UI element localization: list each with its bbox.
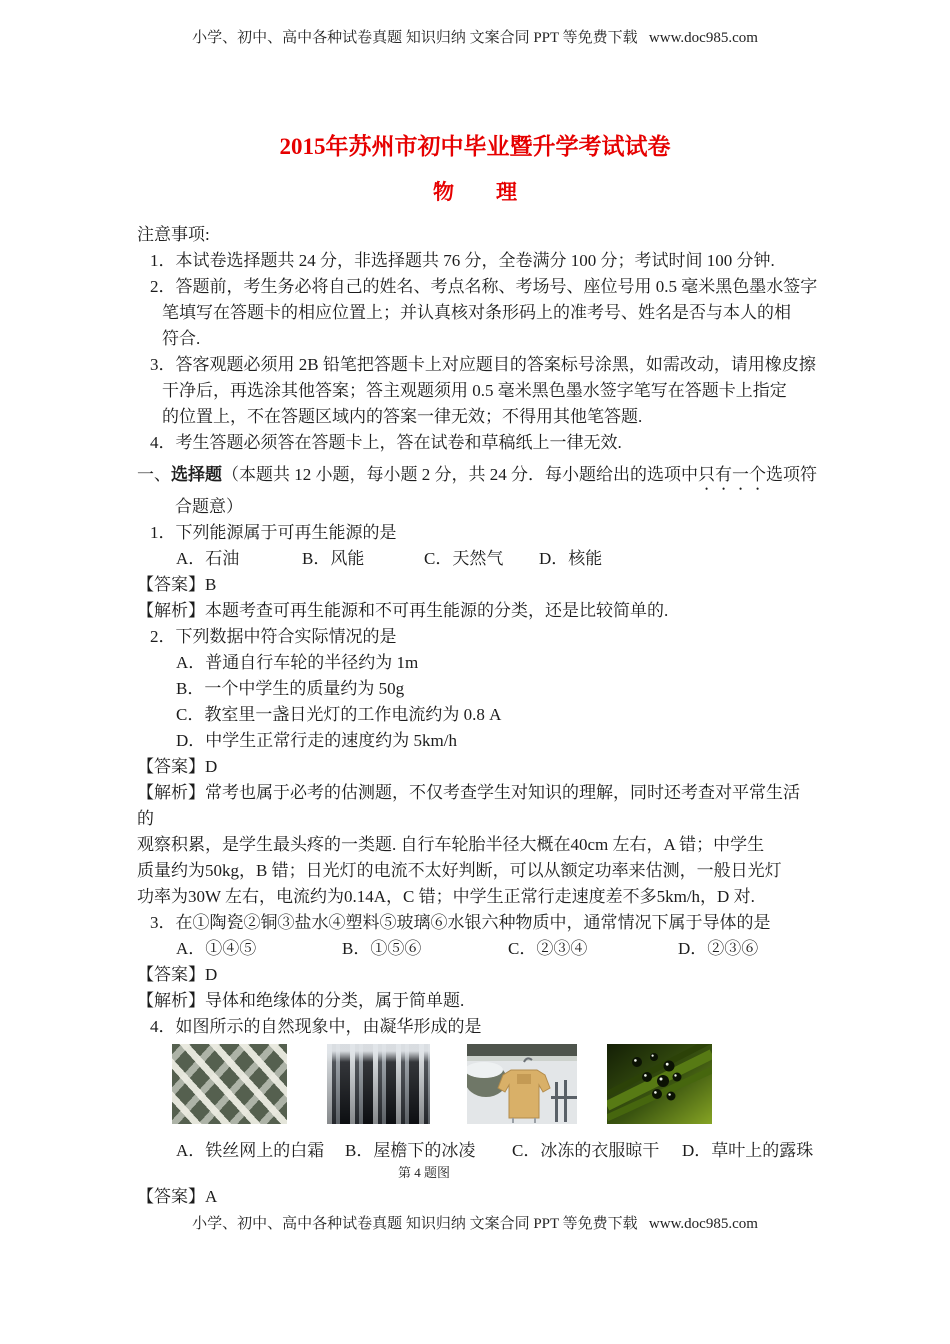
notice-line: 笔填写在答题卡的相应位置上；并认真核对条形码上的准考号、姓名是否与本人的相 [162,303,791,322]
option-a: A．①④⑤ [176,939,257,958]
photo-icicles-under-eaves [327,1044,430,1124]
option-b: B．一个中学生的质量约为 50g [176,679,405,698]
section-heading-wrap: 合题意） [175,497,243,516]
option-c: C．②③④ [508,939,588,958]
section-heading [137,462,950,494]
caption-a: A．铁丝网上的白霜 [176,1141,325,1160]
doc-title: 2015年苏州市初中毕业暨升学考试试卷 [279,134,671,159]
notice-line: 符合. [162,329,201,348]
analysis-line: 质量约为50kg，B 错；日光灯的电流不太好判断，可以从额定功率来估测，一般日光灯 [137,861,782,880]
notice-line: 的位置上，不在答题区域内的答案一律无效；不得用其他笔答题. [162,407,643,426]
section-desc: （本题共 12 小题，每小题 2 分，共 24 分．每小题给出的选项中 [222,465,698,484]
section-desc: 选项符 [766,465,817,484]
section-emphasis: 只有一个 [698,465,766,484]
option-d: D．核能 [539,549,603,568]
notice-line: 干净后，再选涂其他答案；答主观题须用 0.5 毫米黑色墨水签字笔写在答题卡上指定 [162,381,787,400]
option-a: A．普通自行车轮的半径约为 1m [176,653,419,672]
question-2-stem: 2．下列数据中符合实际情况的是 [150,627,397,646]
question-3-options [176,936,950,962]
notice-line: 4．考生答题必须答在答题卡上，答在试卷和草稿纸上一律无效. [150,433,622,452]
analysis-line: 的 [137,809,154,828]
option-a: A．石油 [176,549,240,568]
option-c: C．教室里一盏日光灯的工作电流约为 0.8 A [176,705,502,724]
analysis-line: 【解析】本题考查可再生能源和不可再生能源的分类，还是比较简单的. [137,601,669,620]
figure-label: 第 4 题图 [398,1165,451,1180]
doc-subject: 物 理 [433,180,517,204]
question-4-stem: 4．如图所示的自然现象中，由凝华形成的是 [150,1017,482,1036]
photo-frost-on-wire-mesh [172,1044,287,1124]
answer-line: 【答案】A [137,1187,218,1206]
answer-line: 【答案】D [137,757,218,776]
caption-c: C．冰冻的衣服晾干 [512,1141,660,1160]
notice-heading: 注意事项: [137,225,210,244]
question-1-options [176,546,950,572]
notice-line: 1．本试卷选择题共 24 分，非选择题共 76 分，全卷满分 100 分；考试时间 100 分钟. [150,251,775,270]
option-d: D．中学生正常行走的速度约为 5km/h [176,731,457,750]
section-name: 选择题 [171,465,222,484]
question-4-figure [172,1044,950,1124]
analysis-line: 观察积累，是学生最头疼的一类题. 自行车轮胎半径大概在40cm 左右，A 错；中学生 [137,835,765,854]
option-d: D．②③⑥ [678,939,759,958]
photo-frozen-clothes-drying [467,1044,577,1124]
caption-b: B．屋檐下的冰凌 [345,1141,476,1160]
analysis-line: 【解析】导体和绝缘体的分类，属于简单题. [137,991,465,1010]
figure-caption [176,1138,950,1164]
question-1-stem: 1．下列能源属于可再生能源的是 [150,523,397,542]
photo-dew-on-grass-leaf [607,1044,712,1124]
question-3-stem: 3．在①陶瓷②铜③盐水④塑料⑤玻璃⑥水银六种物质中，通常情况下属于导体的是 [150,913,771,932]
caption-d: D．草叶上的露珠 [682,1141,814,1160]
notice-line: 2．答题前，考生务必将自己的姓名、考点名称、考场号、座位号用 0.5 毫米黑色墨水签字 [150,277,818,296]
analysis-line: 【解析】常考也属于必考的估测题，不仅考查学生对知识的理解，同时还考查对平常生活 [137,783,800,802]
answer-line: 【答案】B [137,575,217,594]
page-header: 小学、初中、高中各种试卷真题 知识归纳 文案合同 PPT 等免费下载 www.doc985.com [192,30,758,46]
option-c: C．天然气 [424,549,504,568]
section-number: 一、 [137,465,171,484]
page-footer: 小学、初中、高中各种试卷真题 知识归纳 文案合同 PPT 等免费下载 www.doc985.com [192,1216,758,1232]
answer-line: 【答案】D [137,965,218,984]
analysis-line: 功率为30W 左右，电流约为0.14A，C 错；中学生正常行走速度差不多5km/h，D 对. [137,887,755,906]
option-b: B．①⑤⑥ [342,939,422,958]
notice-line: 3．答客观题必须用 2B 铅笔把答题卡上对应题目的答案标号涂黑，如需改动，请用橡皮擦 [150,355,816,374]
option-b: B．风能 [302,549,365,568]
